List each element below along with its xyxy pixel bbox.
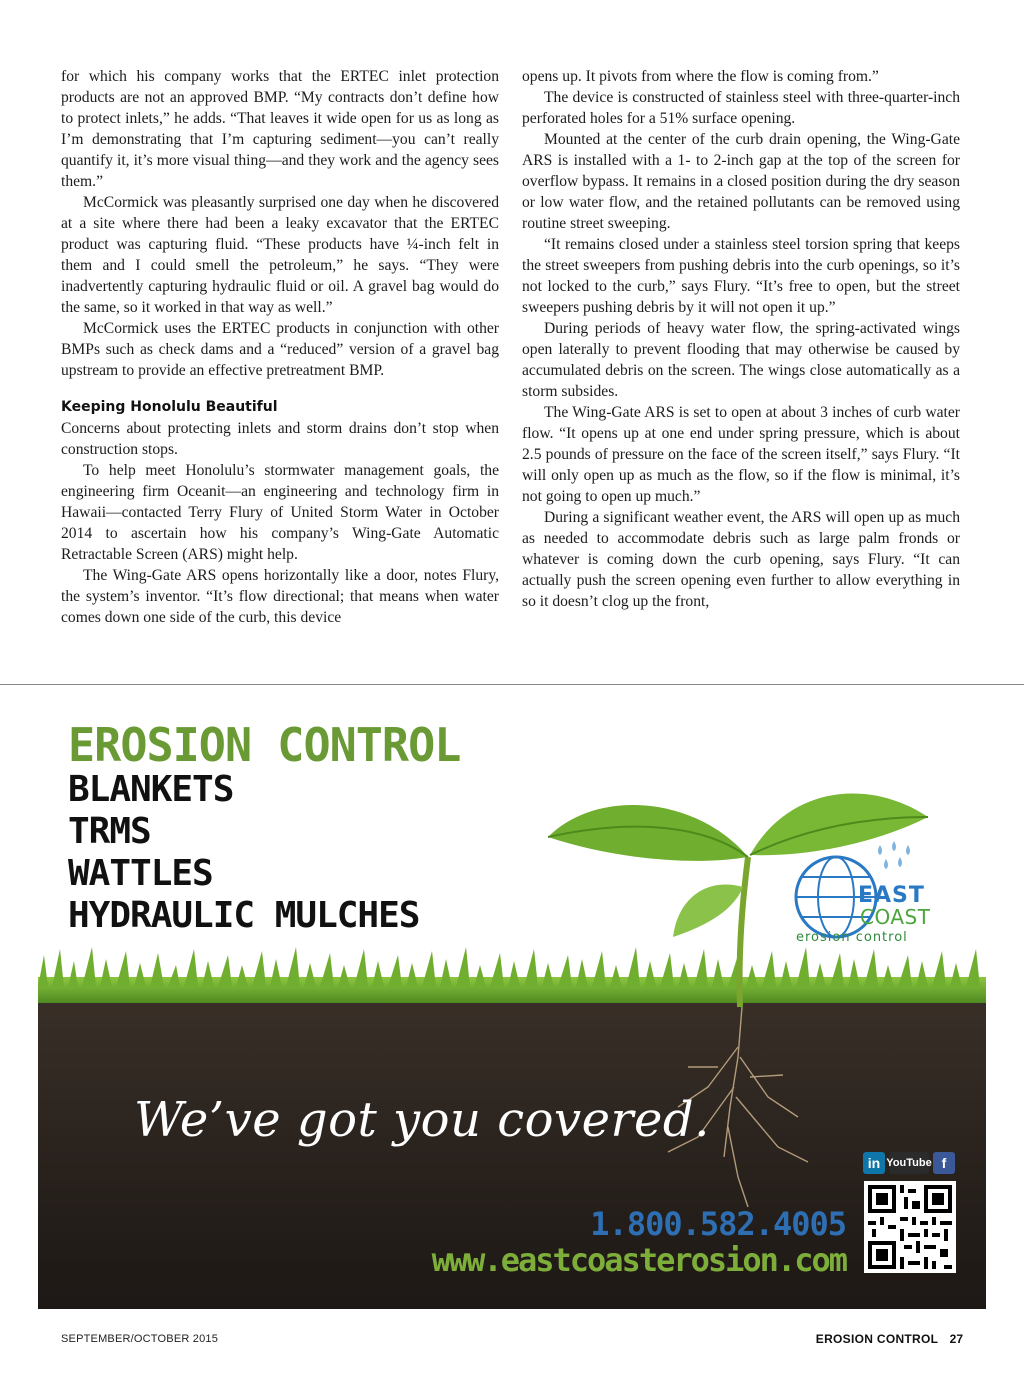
ad-product-item: HYDRAULIC MULCHES [68,895,420,936]
facebook-icon[interactable]: f [933,1152,955,1174]
ad-tagline: We’ve got you covered. [134,1092,710,1148]
article-paragraph: for which his company works that the ERTEC inlet protection products are not an approved BMP. “My contracts don’t define how to protect inlets,” he adds. “That leaves it wide open for us as long as I’m demonstrating that I’m capturing sediment—you can’t really quantify it, it’s more visual thing—and they work and the agency sees them.” [61,68,499,190]
article-paragraph: The device is constructed of stainless steel with three-quarter-inch perforated holes for a 51% surface opening. [522,89,960,127]
footer-page-number: 27 [949,1332,963,1346]
article-column-right [522,66,960,612]
ad-title: EROSION CONTROL [68,718,461,772]
linkedin-icon[interactable]: in [863,1152,885,1174]
article-paragraph: The Wing-Gate ARS is set to open at about 3 inches of curb water flow. “It opens up at one end under spring pressure, which is about 2.5 pounds of pressure on the face of the screen itself,” says Flury. “It will only open up as much as the flow, so if the flow is minimal, it’s not going to open up much.” [522,404,960,505]
article-paragraph: Mounted at the center of the curb drain opening, the Wing-Gate ARS is installed with a 1- to 2-inch gap at the top of the screen for overflow bypass. It remains in a closed position during the dry season or low water flow, and the retained pollutants can be removed using routine street sweeping. [522,131,960,232]
ad-website-link[interactable]: www.eastcoasterosion.com [431,1241,846,1279]
article-column-left [61,66,499,628]
article-paragraph: Concerns about protecting inlets and storm drains don’t stop when construction stops. [61,420,499,458]
article-paragraph: During a significant weather event, the ARS will open up as much as needed to accommodate debris such as large palm fronds or whatever is coming down the curb opening, says Flury. “It can actually push the screen opening even further to allow everything in so it doesn’t clog up the front, [522,509,960,610]
article-paragraph: “It remains closed under a stainless steel torsion spring that keeps the street sweepers from pushing debris into the curb openings, so it’s not locked to the curb,” says Flury. “It’s free to open, but the street sweepers pushing debris by it will not open it up.” [522,236,960,316]
advertisement[interactable] [38,697,986,1309]
ad-headline-block [68,718,468,937]
page-divider [0,684,1024,685]
article-paragraph: McCormick uses the ERTEC products in conjunction with other BMPs such as check dams and a “reduced” version of a gravel bag upstream to provide an effective pretreatment BMP. [61,320,499,379]
footer-magazine-page [816,1332,963,1346]
footer-issue-date: SEPTEMBER/OCTOBER 2015 [61,1333,219,1345]
logo-text-coast: COAST [860,905,931,929]
logo-text-erosion-control: erosion control [796,930,908,945]
qr-code[interactable] [864,1181,956,1273]
youtube-icon[interactable]: YouTube [889,1152,929,1174]
ad-phone-number[interactable]: 1.800.582.4005 [590,1205,846,1243]
article-paragraph: opens up. It pivots from where the flow is coming from.” [522,68,879,85]
article-paragraph: During periods of heavy water flow, the spring-activated wings open laterally to prevent flooding that may otherwise be caused by accumulated debris on the screen. The wings close automatically as a storm subsides. [522,320,960,400]
article-paragraph: To help meet Honolulu’s stormwater management goals, the engineering firm Oceanit—an engineering and technology firm in Hawaii—contacted Terry Flury of United Storm Water in October 2014 to ascertain how his company’s Wing-Gate Automatic Retractable Screen (ARS) might help. [61,462,499,563]
ad-product-item: BLANKETS [68,769,234,810]
section-subhead: Keeping Honolulu Beautiful [61,399,278,415]
footer-magazine-name: EROSION CONTROL [815,1332,939,1346]
article-paragraph: McCormick was pleasantly surprised one day when he discovered at a site where there had been a leaky excavator that the ERTEC product was capturing fluid. “These products have ¼-inch felt in them and I could smell the petroleum,” he says. “They were inadvertently capturing hydraulic fluid or oil. A gravel bag would do the same, so it worked in that way as well.” [61,194,499,316]
ad-product-item: TRMS [68,811,151,852]
logo-text-east: EAST [858,883,925,908]
ad-product-item: WATTLES [68,853,213,894]
article-paragraph: The Wing-Gate ARS opens horizontally like a door, notes Flury, the system’s inventor. “It’s flow directional; that means when water comes down one side of the curb, this device [61,567,499,626]
social-links [863,1152,955,1174]
